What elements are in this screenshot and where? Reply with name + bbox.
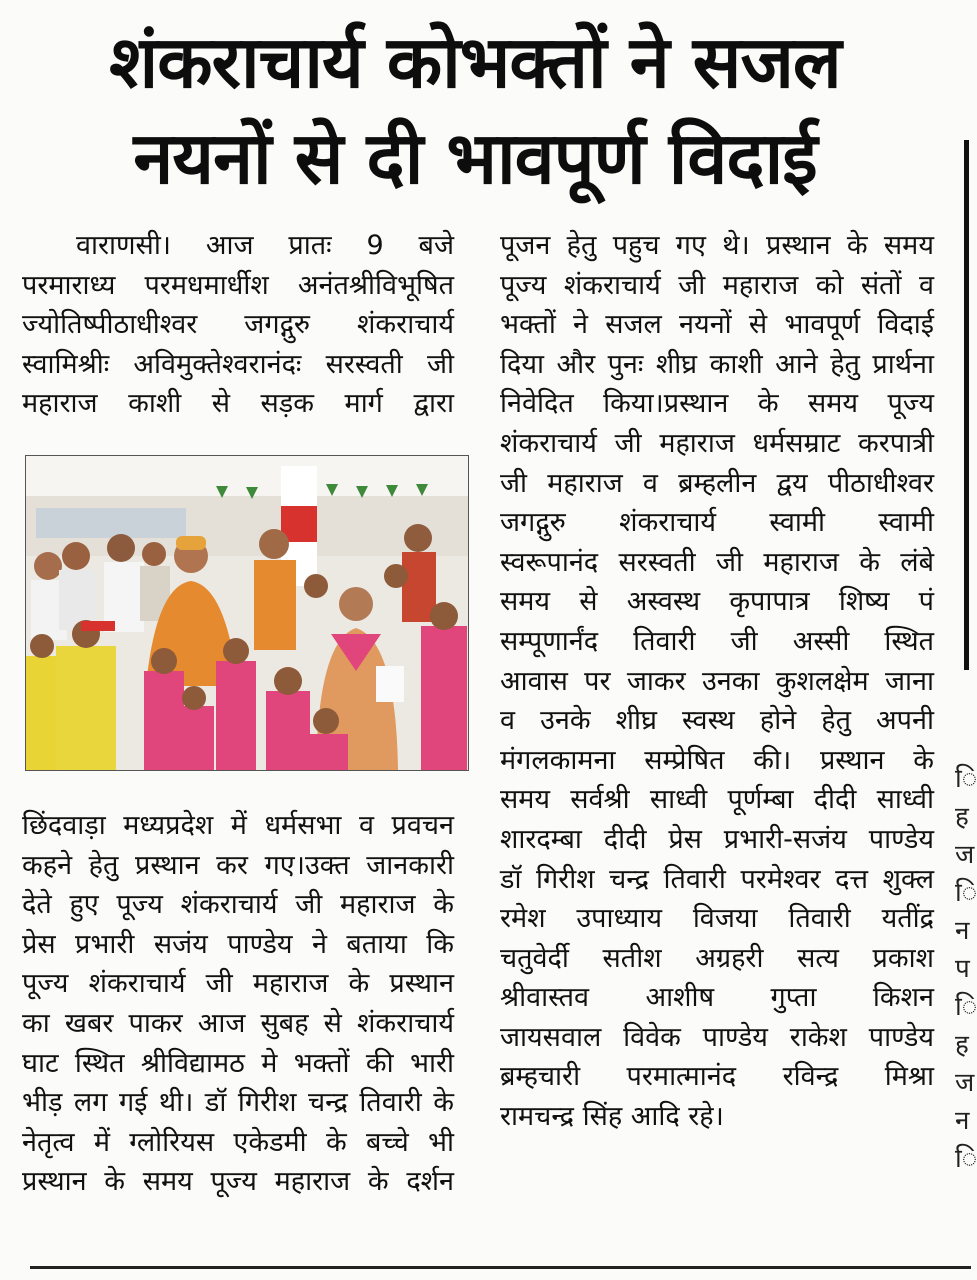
- headline: [10, 14, 940, 206]
- text-line: समय सर्वश्री साध्वी पूर्णम्बा दीदी साध्वी: [500, 784, 934, 816]
- text-line: ज्योतिष्पीठाधीश्वर जगद्गुरु शंकराचार्य: [22, 309, 454, 341]
- text-line: चतुवेर्दी सतीश अग्रहरी सत्य प्रकाश: [500, 942, 934, 974]
- text-line: सम्पूणार्नंद तिवारी जी अस्सी स्थित: [500, 625, 934, 657]
- news-photo: [25, 455, 469, 771]
- text-line: शारदम्बा दीदी प्रेस प्रभारी-सजंय पाण्डेय: [500, 823, 934, 855]
- text-line: नेतृत्व में ग्लोरियस एकेडमी के बच्चे भी: [22, 1126, 454, 1158]
- text-line: रमेश उपाध्याय विजया तिवारी यतींद्र: [500, 903, 934, 935]
- article-column-left-top: [22, 226, 454, 424]
- text-line: पूज्य शंकराचार्य जी महाराज को संतों व: [500, 269, 934, 301]
- text-line: भक्तों ने सजल नयनों से भावपूर्ण विदाई: [500, 309, 934, 341]
- text-line: दिया और पुनः शीघ्र काशी आने हेतु प्रार्थना: [500, 348, 934, 380]
- text-line: स्वरूपानंद सरस्वती जी महाराज के लंबे: [500, 546, 934, 578]
- text-line: भीड़ लग गई थी। डॉ गिरीश चन्द्र तिवारी के: [22, 1087, 454, 1119]
- text-line: समय से अस्वस्थ कृपापात्र शिष्य पं: [500, 586, 934, 618]
- photo-illustration: [26, 456, 468, 770]
- text-line: पूजन हेतु पहुच गए थे। प्रस्थान के समय: [500, 230, 934, 261]
- text-line: डॉ गिरीश चन्द्र तिवारी परमेश्वर दत्त शुक्ल: [500, 863, 934, 895]
- text-line: प्रस्थान के समय पूज्य महाराज के दर्शन: [22, 1166, 454, 1198]
- text-line: रामचन्द्र सिंह आदि रहे।: [500, 1101, 724, 1133]
- text-line: प्रेस प्रभारी सजंय पाण्डेय ने बताया कि: [22, 928, 454, 960]
- text-line: श्रीवास्तव आशीष गुप्ता किशन: [500, 982, 934, 1014]
- text-line: मंगलकामना सम्प्रेषित की। प्रस्थान के: [500, 744, 934, 776]
- text-line: ब्रम्हचारी परमात्मानंद रविन्द्र मिश्रा: [500, 1061, 934, 1093]
- text-line: व उनके शीघ्र स्वस्थ होने हेतु अपनी: [500, 705, 934, 737]
- headline-line-1: शंकराचार्य कोभक्तों ने सजल: [109, 20, 841, 104]
- article-column-left-bottom: [22, 806, 454, 1202]
- text-line: परमाराध्य परमधमार्धीश अनंतश्रीविभूषित: [22, 269, 454, 301]
- text-line: निवेदित किया।प्रस्थान के समय पूज्य: [500, 388, 934, 420]
- text-line: स्वामिश्रीः अविमुक्तेश्वरानंदः सरस्वती जी: [22, 348, 454, 380]
- column-rule-right: [964, 140, 969, 670]
- headline-line-2: नयनों से दी भावपूर्ण विदाई: [133, 116, 817, 200]
- text-line: महाराज काशी से सड़क मार्ग द्वारा: [22, 388, 454, 420]
- text-line: शंकराचार्य जी महाराज धर्मसम्राट करपात्री: [500, 427, 934, 459]
- text-line: जगद्गुरु शंकराचार्य स्वामी स्वामी: [500, 507, 934, 539]
- text-line: वाराणसी। आज प्रातः 9 बजे: [76, 230, 454, 261]
- page-rule-bottom: [30, 1266, 971, 1269]
- text-line: पूज्य शंकराचार्य जी महाराज के प्रस्थान: [22, 968, 454, 1000]
- text-line: आवास पर जाकर उनका कुशलक्षेम जाना: [500, 665, 934, 697]
- text-line: छिंदवाड़ा मध्यप्रदेश में धर्मसभा व प्रवचन: [22, 810, 454, 841]
- text-line: जी महाराज व ब्रम्हलीन द्वय पीठाधीश्वर: [500, 467, 934, 499]
- text-line: जायसवाल विवेक पाण्डेय राकेश पाण्डेय: [500, 1021, 934, 1053]
- text-line: घाट स्थित श्रीविद्यामठ मे भक्तों की भारी: [22, 1047, 454, 1079]
- text-line: कहने हेतु प्रस्थान कर गए।उक्त जानकारी: [22, 849, 454, 881]
- text-line: देते हुए पूज्य शंकराचार्य जी महाराज के: [22, 889, 454, 921]
- text-line: का खबर पाकर आज सुबह से शंकराचार्य: [22, 1007, 454, 1039]
- adjacent-column-fragment: ि ह ज ि न प ि ह ज न ि: [955, 764, 977, 1174]
- article-column-right: [500, 226, 934, 1137]
